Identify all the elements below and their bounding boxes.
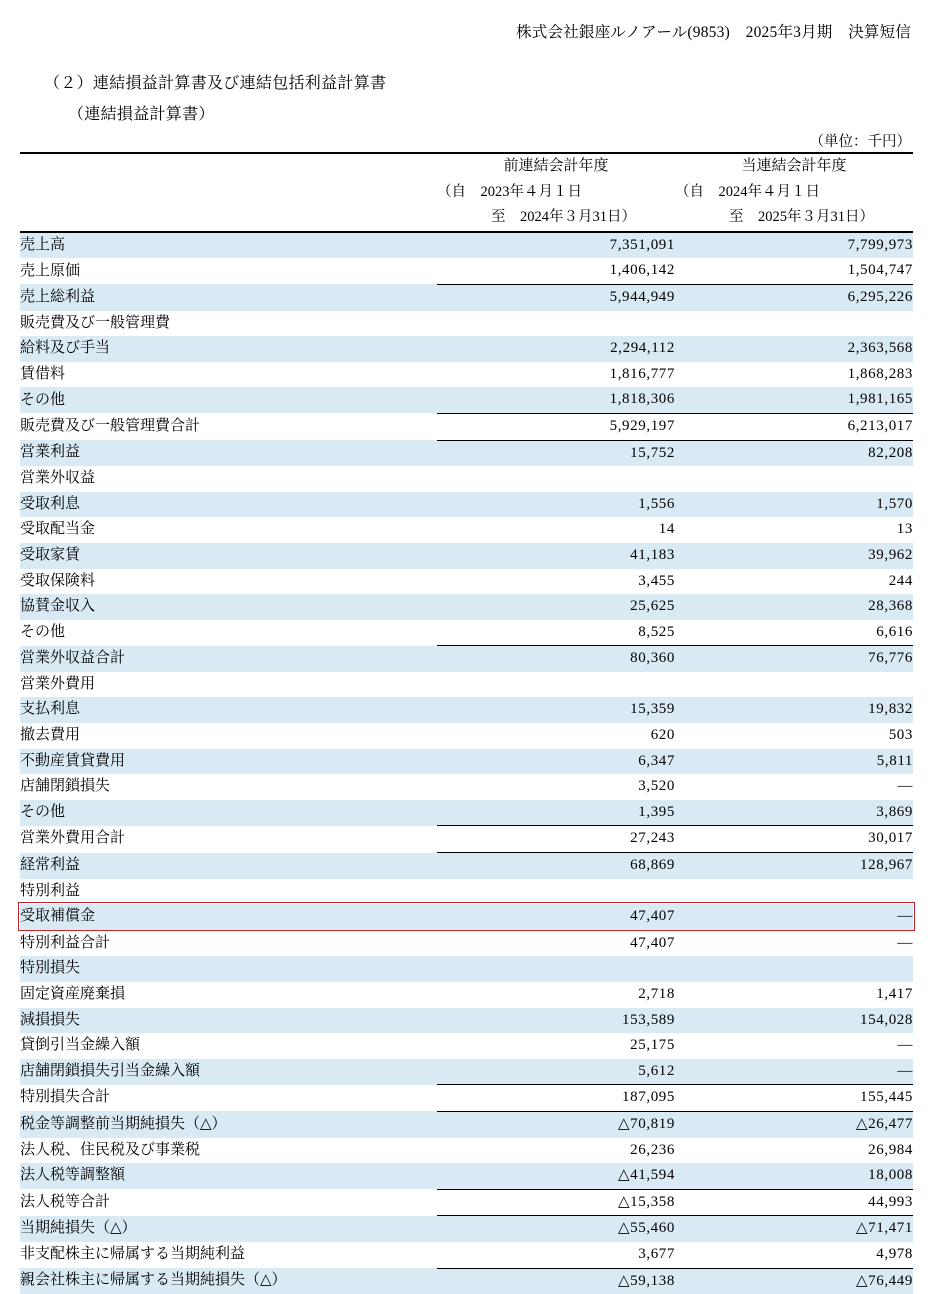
table-row (20, 284, 913, 310)
row-value-prev: 1,406,142 (437, 258, 675, 284)
row-label: 営業外収益 (20, 466, 437, 492)
table-row (20, 543, 913, 569)
row-value-prev: △59,138 (437, 1268, 675, 1294)
row-value-prev: 1,818,306 (437, 387, 675, 413)
row-label: 非支配株主に帰属する当期純利益 (20, 1242, 437, 1268)
row-value-prev: 6,347 (437, 749, 675, 775)
table-row (20, 1111, 913, 1137)
row-label: 協賛金収入 (20, 594, 437, 620)
row-value-current: 1,868,283 (675, 362, 913, 388)
row-value-prev: 15,752 (437, 440, 675, 466)
row-label: 法人税等合計 (20, 1189, 437, 1216)
table-row (20, 387, 913, 413)
row-value-prev: △55,460 (437, 1216, 675, 1242)
table-row (20, 517, 913, 543)
row-label: 貸倒引当金繰入額 (20, 1033, 437, 1059)
row-value-current: ― (675, 774, 913, 800)
row-value-current (675, 879, 913, 905)
row-value-current: ― (675, 930, 913, 956)
row-value-current: 6,295,226 (675, 284, 913, 310)
row-value-prev: 5,612 (437, 1059, 675, 1085)
header-cur-title: 当連結会計年度 (675, 153, 913, 180)
row-value-prev: 2,294,112 (437, 336, 675, 362)
row-value-prev: △70,819 (437, 1111, 675, 1137)
row-value-current: 18,008 (675, 1163, 913, 1189)
row-value-current: 6,616 (675, 620, 913, 646)
row-label: 売上高 (20, 232, 437, 259)
row-label: 減損損失 (20, 1008, 437, 1034)
row-value-current (675, 672, 913, 698)
row-label: その他 (20, 800, 437, 826)
table-row (20, 930, 913, 956)
row-value-prev: 68,869 (437, 853, 675, 879)
row-label: 経常利益 (20, 853, 437, 879)
row-value-prev: 8,525 (437, 620, 675, 646)
table-row (20, 904, 913, 930)
row-value-prev: 2,718 (437, 982, 675, 1008)
row-value-current: 26,984 (675, 1138, 913, 1164)
row-value-prev: 14 (437, 517, 675, 543)
header-cur-from: （自 2024年４月１日 (675, 183, 820, 200)
header-prev-title: 前連結会計年度 (437, 153, 675, 180)
row-label: 親会社株主に帰属する当期純損失（△） (20, 1268, 437, 1294)
table-row (20, 749, 913, 775)
row-label: 販売費及び一般管理費合計 (20, 413, 437, 440)
header-prev-from: （自 2023年４月１日 (437, 183, 582, 200)
table-row (20, 982, 913, 1008)
income-statement-table (20, 152, 913, 1294)
row-value-current: △71,471 (675, 1216, 913, 1242)
row-value-prev: 27,243 (437, 826, 675, 853)
row-value-current: △26,477 (675, 1111, 913, 1137)
row-value-current: 7,799,973 (675, 232, 913, 259)
row-label: 税金等調整前当期純損失（△） (20, 1111, 437, 1137)
row-value-prev (437, 672, 675, 698)
row-value-prev: 5,929,197 (437, 413, 675, 440)
table-row (20, 1138, 913, 1164)
table-row (20, 1189, 913, 1216)
row-value-current: 39,962 (675, 543, 913, 569)
row-value-current: ― (675, 904, 913, 930)
row-label: 売上総利益 (20, 284, 437, 310)
table-row (20, 956, 913, 982)
table-row (20, 311, 913, 337)
header-blank (20, 153, 437, 180)
section-title: （２）連結損益計算書及び連結包括利益計算書 (44, 75, 387, 92)
row-value-prev: 3,520 (437, 774, 675, 800)
table-row (20, 440, 913, 466)
table-row (20, 853, 913, 879)
row-value-prev (437, 956, 675, 982)
table-header (20, 153, 913, 232)
row-value-current: 44,993 (675, 1189, 913, 1216)
table-row (20, 697, 913, 723)
row-value-current: 244 (675, 569, 913, 595)
row-label: 受取補償金 (20, 904, 437, 930)
table-header-row-from (20, 180, 913, 206)
table-row (20, 800, 913, 826)
row-value-prev: 620 (437, 723, 675, 749)
row-label: 営業外費用 (20, 672, 437, 698)
row-value-prev: △15,358 (437, 1189, 675, 1216)
row-value-current: 155,445 (675, 1085, 913, 1112)
row-value-prev: 3,455 (437, 569, 675, 595)
row-value-prev: 25,175 (437, 1033, 675, 1059)
unit-note: （単位：千円） (809, 134, 911, 150)
table-row (20, 826, 913, 853)
table-row (20, 594, 913, 620)
row-value-current: 1,417 (675, 982, 913, 1008)
row-value-prev: 47,407 (437, 904, 675, 930)
table-row (20, 492, 913, 518)
table-row (20, 336, 913, 362)
row-value-current: 503 (675, 723, 913, 749)
row-value-prev: 3,677 (437, 1242, 675, 1268)
table-body (20, 232, 913, 1294)
row-value-prev: 1,395 (437, 800, 675, 826)
row-value-current: 1,504,747 (675, 258, 913, 284)
row-value-current: 82,208 (675, 440, 913, 466)
row-label: 受取家賃 (20, 543, 437, 569)
row-value-current: 6,213,017 (675, 413, 913, 440)
table-row (20, 1085, 913, 1112)
row-label: 特別損失合計 (20, 1085, 437, 1112)
row-label: 給料及び手当 (20, 336, 437, 362)
header-blank-2 (20, 180, 437, 206)
header-cur-to: 至 2025年３月31日） (675, 205, 913, 232)
row-label: 受取配当金 (20, 517, 437, 543)
row-value-prev (437, 466, 675, 492)
header-prev-to: 至 2024年３月31日） (437, 205, 675, 232)
row-value-current: △76,449 (675, 1268, 913, 1294)
row-label: その他 (20, 387, 437, 413)
row-value-prev: △41,594 (437, 1163, 675, 1189)
table-row (20, 1059, 913, 1085)
row-value-prev (437, 879, 675, 905)
row-value-prev: 47,407 (437, 930, 675, 956)
row-value-prev: 15,359 (437, 697, 675, 723)
row-value-current (675, 466, 913, 492)
row-label: 賃借料 (20, 362, 437, 388)
row-label: 受取利息 (20, 492, 437, 518)
row-value-prev: 7,351,091 (437, 232, 675, 259)
row-value-current: 3,869 (675, 800, 913, 826)
row-value-current: 128,967 (675, 853, 913, 879)
row-label: 法人税、住民税及び事業税 (20, 1138, 437, 1164)
row-value-current: 19,832 (675, 697, 913, 723)
row-value-prev: 1,816,777 (437, 362, 675, 388)
table-row (20, 258, 913, 284)
table-row (20, 879, 913, 905)
row-value-current: ― (675, 1059, 913, 1085)
row-label: 撤去費用 (20, 723, 437, 749)
table-row (20, 362, 913, 388)
row-label: 特別損失 (20, 956, 437, 982)
row-label: 当期純損失（△） (20, 1216, 437, 1242)
row-value-current: 28,368 (675, 594, 913, 620)
table-row (20, 723, 913, 749)
row-value-prev: 26,236 (437, 1138, 675, 1164)
row-value-prev (437, 311, 675, 337)
table-row (20, 413, 913, 440)
row-value-current: 4,978 (675, 1242, 913, 1268)
row-label: 営業外収益合計 (20, 646, 437, 672)
table-row (20, 774, 913, 800)
row-label: 店舗閉鎖損失 (20, 774, 437, 800)
row-label: 支払利息 (20, 697, 437, 723)
table-row (20, 1163, 913, 1189)
row-label: 固定資産廃棄損 (20, 982, 437, 1008)
row-value-prev: 1,556 (437, 492, 675, 518)
row-value-current (675, 956, 913, 982)
row-value-prev: 153,589 (437, 1008, 675, 1034)
table-header-row-title (20, 153, 913, 180)
table-row (20, 466, 913, 492)
row-value-current: 30,017 (675, 826, 913, 853)
row-label: 営業外費用合計 (20, 826, 437, 853)
row-value-current: 1,570 (675, 492, 913, 518)
row-value-current (675, 311, 913, 337)
row-label: 特別利益合計 (20, 930, 437, 956)
row-label: 売上原価 (20, 258, 437, 284)
row-label: 特別利益 (20, 879, 437, 905)
row-label: 店舗閉鎖損失引当金繰入額 (20, 1059, 437, 1085)
row-value-current: 76,776 (675, 646, 913, 672)
table-header-row-to (20, 205, 913, 232)
row-value-current: 1,981,165 (675, 387, 913, 413)
row-value-current: 2,363,568 (675, 336, 913, 362)
table-row (20, 1008, 913, 1034)
table-row (20, 1268, 913, 1294)
table-row (20, 646, 913, 672)
table-row (20, 232, 913, 259)
page-header: 株式会社銀座ルノアール(9853) 2025年3月期 決算短信 (516, 24, 911, 41)
row-value-prev: 80,360 (437, 646, 675, 672)
row-value-prev: 5,944,949 (437, 284, 675, 310)
row-value-current: 13 (675, 517, 913, 543)
section-subtitle: （連結損益計算書） (68, 106, 215, 123)
row-label: 販売費及び一般管理費 (20, 311, 437, 337)
row-value-current: ― (675, 1033, 913, 1059)
table-row (20, 1242, 913, 1268)
row-value-prev: 187,095 (437, 1085, 675, 1112)
row-value-current: 5,811 (675, 749, 913, 775)
table-row (20, 569, 913, 595)
row-label: 受取保険料 (20, 569, 437, 595)
row-label: 法人税等調整額 (20, 1163, 437, 1189)
row-value-prev: 25,625 (437, 594, 675, 620)
header-blank-3 (20, 205, 437, 232)
row-label: 営業利益 (20, 440, 437, 466)
table-row (20, 620, 913, 646)
table-row (20, 1033, 913, 1059)
table-row (20, 672, 913, 698)
row-value-current: 154,028 (675, 1008, 913, 1034)
row-label: その他 (20, 620, 437, 646)
row-label: 不動産賃貸費用 (20, 749, 437, 775)
table-row (20, 1216, 913, 1242)
row-value-prev: 41,183 (437, 543, 675, 569)
